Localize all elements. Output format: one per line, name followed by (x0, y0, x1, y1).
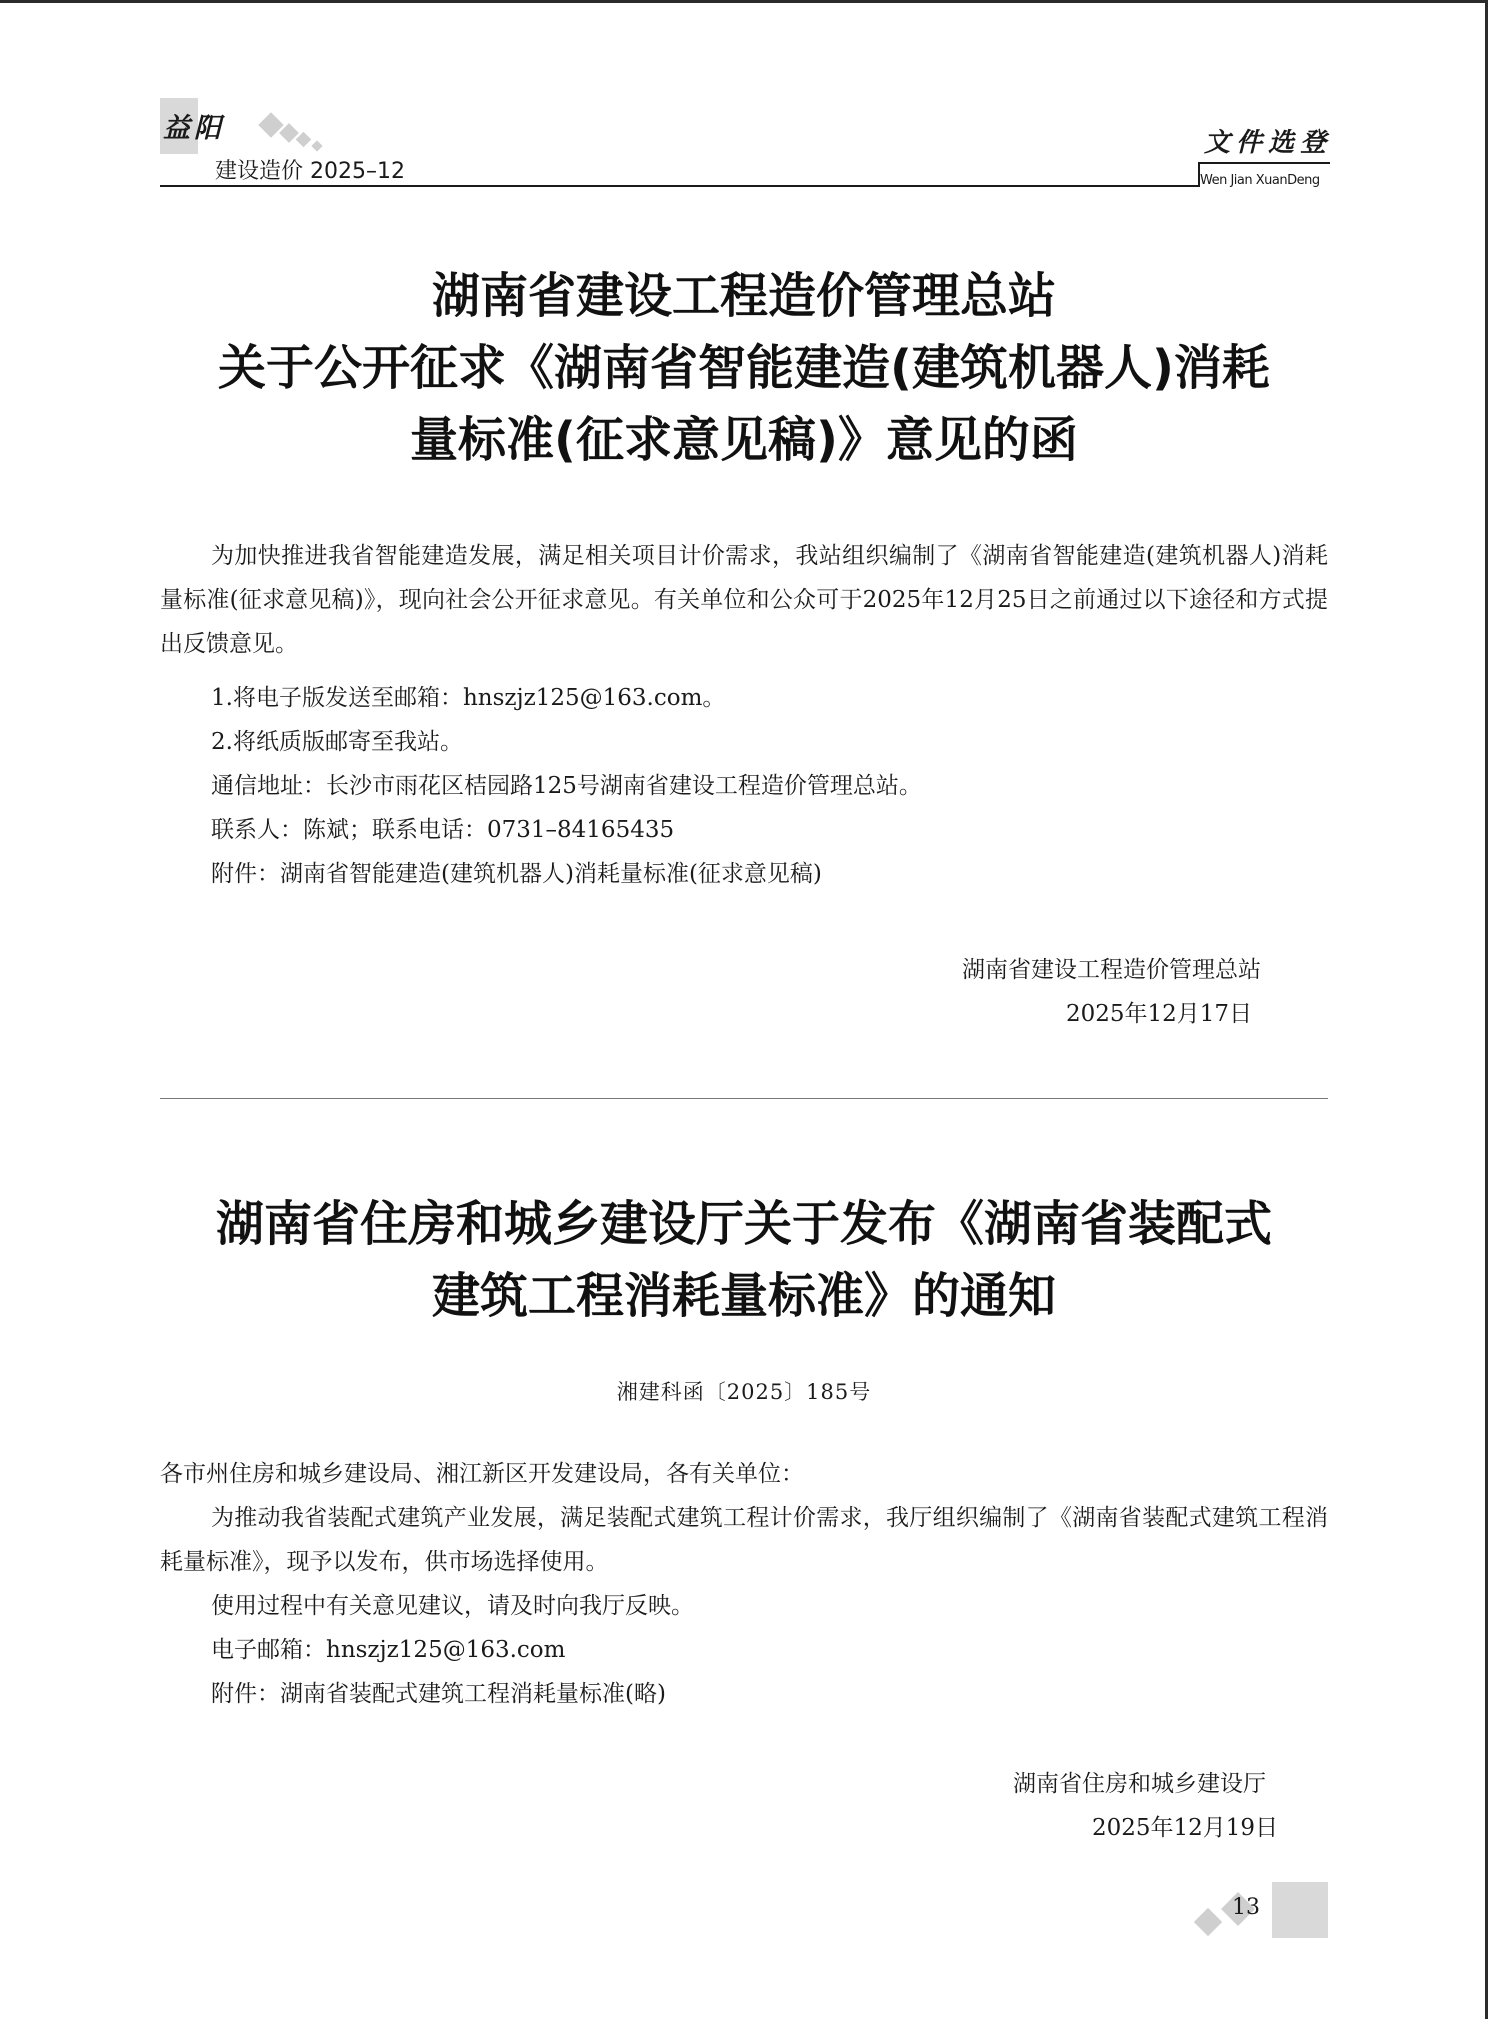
doc1-item-mail: 2.将纸质版邮寄至我站。 (211, 729, 463, 755)
doc2-title-line: 建筑工程消耗量标准》的通知 (431, 1268, 1056, 1324)
doc2-feedback: 使用过程中有关意见建议，请及时向我厅反映。 (211, 1593, 694, 1619)
doc1-attachment: 附件：湖南省智能建造(建筑机器人)消耗量标准(征求意见稿) (211, 861, 822, 887)
doc2-issuer: 湖南省住房和城乡建设厅 (1013, 1771, 1266, 1797)
header-column-english: Wen Jian XuanDeng (1200, 173, 1320, 188)
header-issue: 建设造价 2025–12 (215, 159, 405, 184)
doc2-email: 电子邮箱：hnszjz125@163.com (211, 1637, 566, 1663)
doc2-title (160, 1188, 1328, 1332)
doc2-date: 2025年12月19日 (1092, 1815, 1279, 1841)
header-rule (160, 185, 1198, 187)
doc1-item-email: 1.将电子版发送至邮箱：hnszjz125@163.com。 (211, 685, 726, 711)
doc1-title (160, 260, 1328, 476)
doc1-title-line: 湖南省建设工程造价管理总站 (431, 268, 1056, 324)
header-diamond-decoration (311, 140, 322, 151)
page-top-border (0, 0, 1488, 3)
doc2-body-paragraph: 为推动我省装配式建筑产业发展，满足装配式建筑工程计价需求，我厅组织编制了《湖南省装配式建筑工程消耗量标准》，现予以发布，供市场选择使用。 (160, 1505, 1328, 1575)
doc1-address: 通信地址：长沙市雨花区桔园路125号湖南省建设工程造价管理总站。 (211, 773, 922, 799)
doc1-title-line: 量标准(征求意见稿)》意见的函 (410, 412, 1078, 468)
header-column-title: 文件选登 (1204, 128, 1333, 158)
doc1-title-line: 关于公开征求《湖南省智能建造(建筑机器人)消耗 (218, 340, 1270, 396)
header-city: 益阳 (163, 113, 225, 144)
doc1-intro-paragraph: 为加快推进我省智能建造发展，满足相关项目计价需求，我站组织编制了《湖南省智能建造(建筑机器人)消耗量标准(征求意见稿)》，现向社会公开征求意见。有关单位和公众可于2025年12月25日之前通过以下途径和方式提出反馈意见。 (160, 543, 1328, 657)
header-diamond-decoration (296, 132, 312, 148)
footer-box (1272, 1882, 1328, 1938)
doc2-title-line: 湖南省住房和城乡建设厅关于发布《湖南省装配式 (215, 1196, 1272, 1252)
doc2-document-number: 湘建科函〔2025〕185号 (616, 1380, 872, 1404)
doc2-attachment: 附件：湖南省装配式建筑工程消耗量标准(略) (211, 1681, 666, 1707)
doc1-date: 2025年12月17日 (1066, 1001, 1253, 1027)
section-divider (160, 1098, 1328, 1099)
doc1-contact: 联系人：陈斌；联系电话：0731–84165435 (211, 817, 675, 843)
doc1-issuer: 湖南省建设工程造价管理总站 (962, 957, 1261, 983)
page-number: 13 (1232, 1895, 1260, 1920)
footer-diamond-decoration (1194, 1908, 1222, 1936)
header-column-rule (1198, 162, 1330, 164)
doc2-addressee: 各市州住房和城乡建设局、湘江新区开发建设局，各有关单位： (160, 1461, 804, 1487)
